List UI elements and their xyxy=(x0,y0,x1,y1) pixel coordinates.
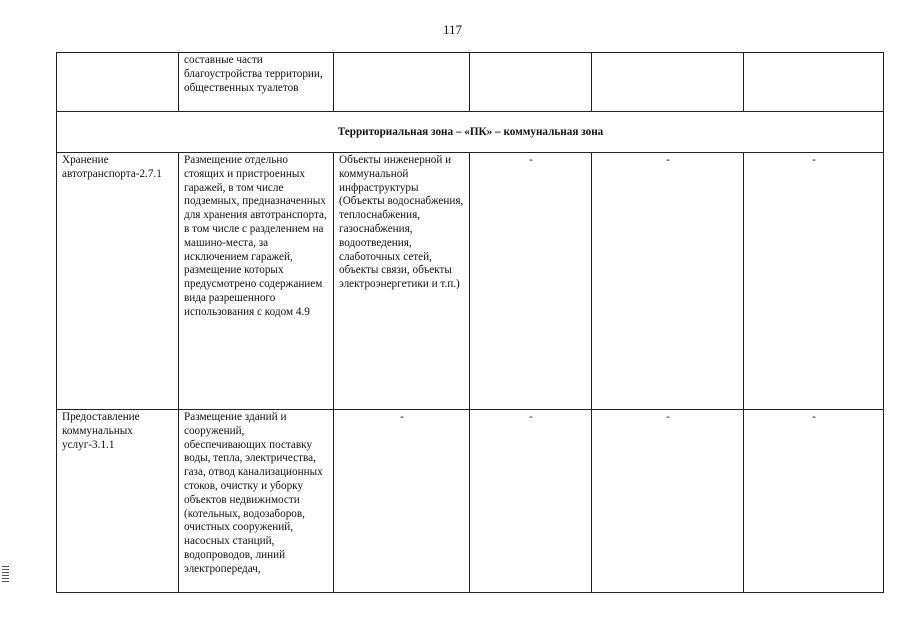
table-row xyxy=(57,153,884,410)
table-cell-description: составные части благоустройства территории, общественных туалетов xyxy=(179,53,334,112)
table-cell xyxy=(744,53,884,112)
table-cell-name: Хранение автотранспорта-2.7.1 xyxy=(57,153,179,410)
table-cell xyxy=(592,53,744,112)
table-cell-name: Предоставление коммунальных услуг-3.1.1 xyxy=(57,410,179,593)
table-cell-description: Размещение отдельно стоящих и пристроенных гаражей, в том числе подземных, предназначенных для хранения автотранспорта, в том числе с разделением на машино-места, за исключением гаражей, размещение которых предусмотрено содержанием вида разрешенного использования с кодом 4.9 xyxy=(179,153,334,410)
table-cell-dash xyxy=(744,153,884,410)
table-cell xyxy=(470,53,592,112)
table-cell-dash xyxy=(592,153,744,410)
dash-value: - xyxy=(529,411,533,423)
dash-value: - xyxy=(666,411,670,423)
dash-value: - xyxy=(666,154,670,166)
table-cell-dash xyxy=(744,410,884,593)
table-cell-objects: Объекты инженерной и коммунальной инфраструктуры (Объекты водоснабжения, теплоснабжения, газоснабжения, водоотведения, слаботочных сетей, объекты связи, объекты электроэнергетики и т.п.) xyxy=(334,153,470,410)
table-cell-dash xyxy=(470,410,592,593)
zones-table xyxy=(56,52,884,593)
table-cell-name xyxy=(57,53,179,112)
table-cell-description: Размещение зданий и сооружений, обеспечивающих поставку воды, тепла, электричества, газа, отвод канализационных стоков, очистку и уборку объектов недвижимости (котельных, водозаборов, очистных сооружений, насосных станций, водопроводов, линий электропередач, xyxy=(179,410,334,593)
table-cell-dash xyxy=(470,153,592,410)
table-cell-dash xyxy=(334,410,470,593)
table-cell-dash xyxy=(592,410,744,593)
margin-mark xyxy=(2,566,9,582)
table-cell xyxy=(334,53,470,112)
zone-header: Территориальная зона – «ПК» – коммунальная зона xyxy=(57,112,884,153)
page-number: 117 xyxy=(442,22,463,37)
dash-value: - xyxy=(529,154,533,166)
zone-header-row xyxy=(57,112,884,153)
table-row xyxy=(57,410,884,593)
dash-value: - xyxy=(400,411,404,423)
table-row xyxy=(57,53,884,112)
dash-value: - xyxy=(812,411,816,423)
dash-value: - xyxy=(812,154,816,166)
